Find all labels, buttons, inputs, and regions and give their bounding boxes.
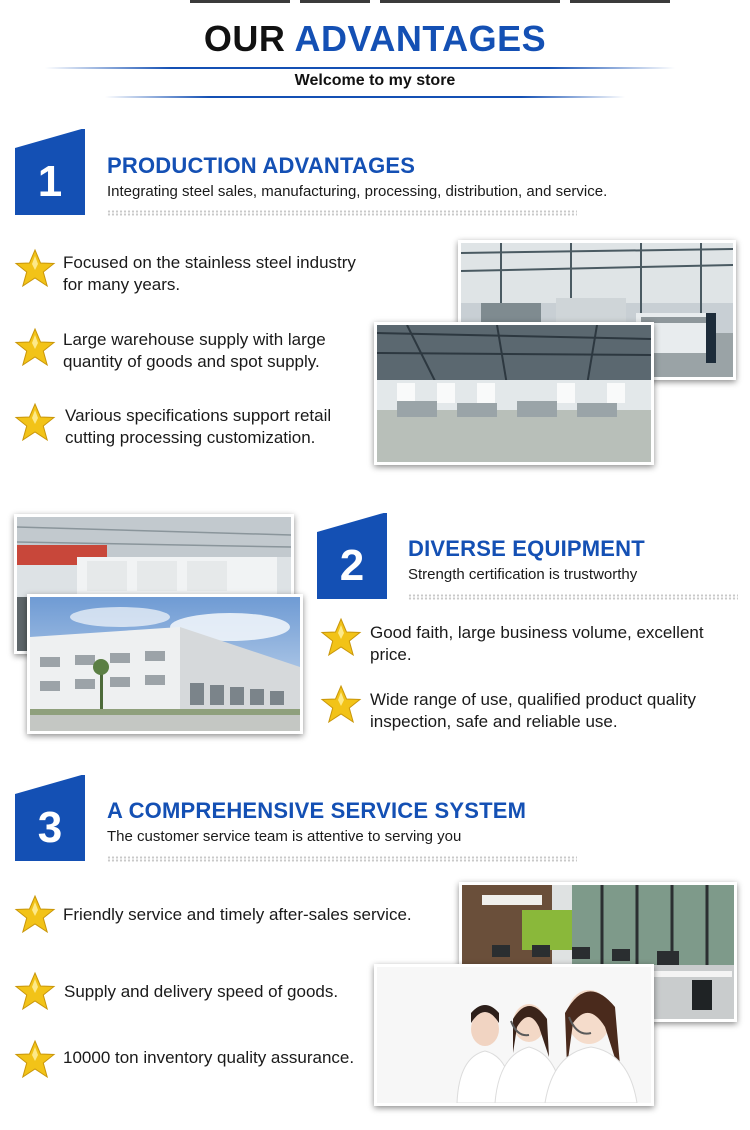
section-divider	[408, 594, 738, 600]
section-title: PRODUCTION ADVANTAGES	[107, 153, 416, 178]
title-rule-bottom	[105, 96, 625, 98]
top-decor-strip	[0, 0, 750, 4]
section-number-badge: 2	[317, 513, 387, 599]
star-icon	[14, 971, 56, 1013]
star-icon	[14, 327, 56, 369]
section-divider	[107, 856, 577, 862]
workshop-photo	[374, 322, 654, 465]
bullet-text: Large warehouse supply with large quantity of goods and spot supply.	[63, 330, 326, 371]
section-subtitle: Strength certification is trustworthy	[408, 566, 638, 583]
section-divider	[107, 210, 577, 216]
bullet-text: Good faith, large business volume, excellent price.	[370, 623, 704, 664]
page-title: OUR ADVANTAGES	[203, 18, 547, 59]
bullet-text: Friendly service and timely after-sales service.	[63, 905, 412, 924]
section-subtitle: The customer service team is attentive to serving you	[107, 828, 462, 845]
bullet-text: Focused on the stainless steel industry for many years.	[63, 253, 356, 294]
section-title: DIVERSE EQUIPMENT	[408, 536, 645, 561]
star-icon	[14, 894, 56, 936]
customer-service-photo	[374, 964, 654, 1106]
warehouse-building-photo	[27, 594, 303, 734]
star-icon	[14, 402, 56, 444]
star-icon	[14, 248, 56, 290]
bullet-text: 10000 ton inventory quality assurance.	[63, 1048, 355, 1067]
section-title: A COMPREHENSIVE SERVICE SYSTEM	[107, 798, 527, 823]
page-subtitle: Welcome to my store	[294, 72, 456, 89]
star-icon	[320, 684, 362, 726]
section-number-badge: 3	[15, 775, 85, 861]
title-rule-top	[45, 67, 675, 69]
bullet-text: Various specifications support retail cutting processing customization.	[65, 406, 332, 447]
bullet-text: Wide range of use, qualified product quality inspection, safe and reliable use.	[370, 690, 697, 731]
star-icon	[320, 617, 362, 659]
section-number-badge: 1	[15, 129, 85, 215]
star-icon	[14, 1039, 56, 1081]
section-subtitle: Integrating steel sales, manufacturing, processing, distribution, and service.	[107, 183, 608, 200]
bullet-text: Supply and delivery speed of goods.	[64, 982, 339, 1001]
